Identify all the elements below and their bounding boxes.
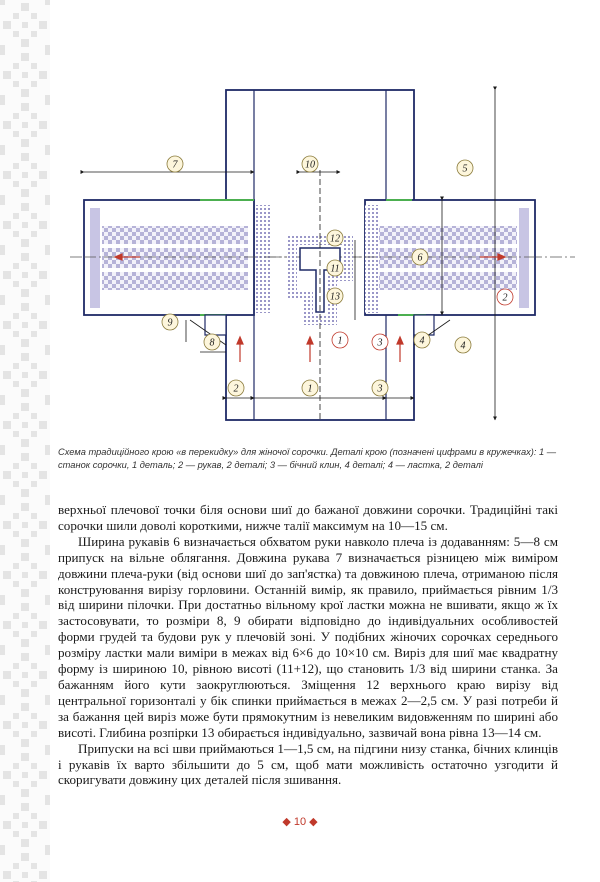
folk-ornament-border <box>0 0 50 882</box>
diagram-label-3 <box>372 380 388 396</box>
svg-text:5: 5 <box>462 163 468 175</box>
svg-text:7: 7 <box>172 159 178 171</box>
svg-text:2: 2 <box>502 292 508 304</box>
svg-text:1: 1 <box>307 383 313 395</box>
diagram-label-10 <box>302 156 318 172</box>
page-number: ◆ 10 ◆ <box>282 816 318 828</box>
paragraph: Ширина рукавів 6 визначається обхватом руки навколо плеча із додаванням: 5—8 см припуск на вільне облягання. Довжина рукава 7 визначається різницею між виміром довжини плеча-руки (від основи шиї до зап'ястка) та довжиною плеча, отриманою після конструювання вирізу горловини. Останній вимір, як правило, приймається рівним 1/3 від ширини пілочки. При достатньо вільному крої ластки можна не вшивати, якщо ж їх застосовувати, то розміри 8, 9 обирати відповідно до індивідуальних особливостей форми грудей та будови рук у плечовій зоні. У подібних жіночих сорочках середнього розміру ластки мали виміри в межах від 6×6 до 10×10 см. Виріз для шиї має квадратну форму із шириною 10, рівною висоті (11+12), що становить 1/3 від ширини станка. За бажанням його кути заокруглюються. Зміщення 12 верхнього краю вирізу від центральної горизонталі у бік спинки приймається в межах 2—2,5 см. У разі потреби й за бажання цей виріз може бути прямокутним із невеликим видовженням по ширині або висоті. Глибина розпірки 13 обирається індивідуально, зазвичай вона рівна 13—14 см. <box>58 533 558 740</box>
diagram-label-3 <box>372 334 388 350</box>
diagram-label-6 <box>412 249 428 265</box>
diagram-label-1 <box>332 332 348 348</box>
gusset-left <box>205 315 226 335</box>
diagram-label-2 <box>228 380 244 396</box>
diagram-label-4 <box>414 332 430 348</box>
paragraph: Припуски на всі шви приймаються 1—1,5 см, на підгини низу станка, бічних клинців і рукавів їх варто збільшити до 5 см, щоб мати можливість остаточно узгодити й скоригувати довжину цих деталей після зшивання. <box>58 740 558 788</box>
diagram-label-4 <box>455 337 471 353</box>
diagram-label-9 <box>162 314 178 330</box>
svg-text:8: 8 <box>209 337 215 349</box>
figure-caption: Схема традиційного крою «в перекидку» для жіночої сорочки. Деталі крою (позначені цифрами в кружечках): 1 — станок сорочки, 1 деталь; 2 — рукав, 2 деталі; 3 — бічний клин, 4 деталі; 4 — ластка, 2 деталі <box>58 447 557 470</box>
diagram-label-13 <box>327 288 343 304</box>
paragraph: верхньої плечової точки біля основи шиї до бажаної довжини сорочки. Традиційні такі сорочки шили доволі короткими, нижче талії максимум на 10—15 см. <box>58 502 558 533</box>
page-number-value: 10 <box>293 816 307 828</box>
body-text <box>58 502 558 788</box>
svg-text:1: 1 <box>337 335 343 347</box>
shirt-cut-diagram <box>60 80 580 440</box>
diagram-label-7 <box>167 156 183 172</box>
svg-text:4: 4 <box>419 335 425 347</box>
svg-text:10: 10 <box>305 159 315 171</box>
diagram-label-8 <box>204 334 220 350</box>
svg-text:9: 9 <box>167 317 173 329</box>
diagram-label-11 <box>327 260 343 276</box>
svg-text:11: 11 <box>330 263 340 275</box>
diagram-label-5 <box>457 160 473 176</box>
diagram-label-2 <box>497 289 513 305</box>
svg-text:3: 3 <box>377 337 383 349</box>
svg-text:12: 12 <box>330 233 340 245</box>
diagram-label-12 <box>327 230 343 246</box>
svg-text:4: 4 <box>460 340 466 352</box>
svg-text:3: 3 <box>377 383 383 395</box>
svg-text:2: 2 <box>233 383 239 395</box>
svg-text:13: 13 <box>330 291 340 303</box>
diagram-label-1 <box>302 380 318 396</box>
svg-text:6: 6 <box>417 252 423 264</box>
